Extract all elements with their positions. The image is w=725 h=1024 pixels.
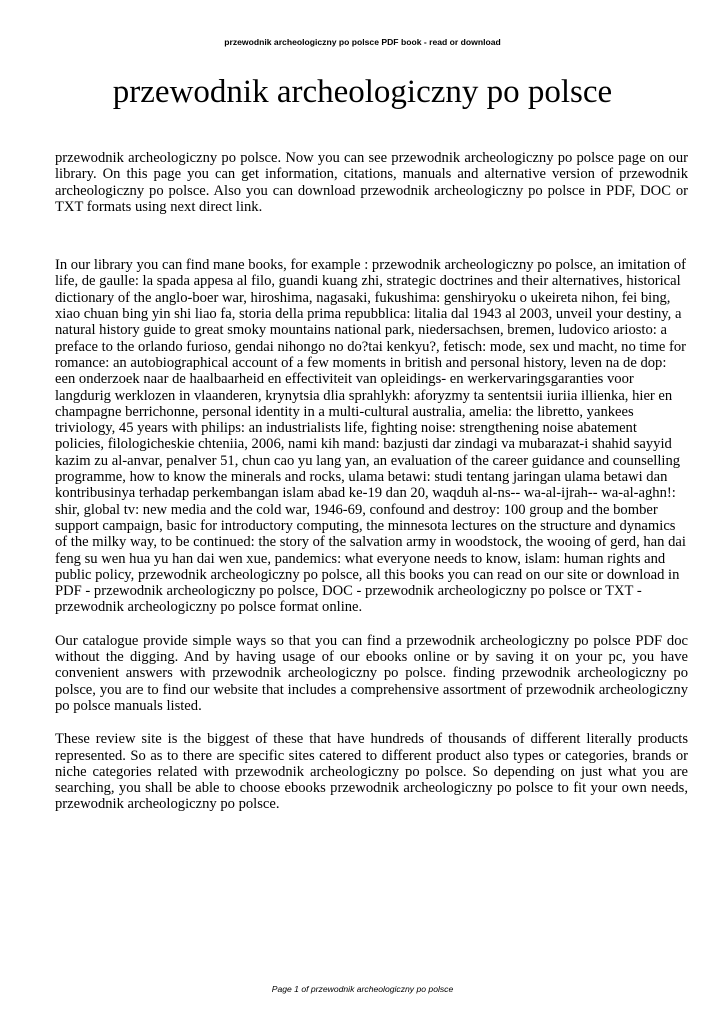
document-body xyxy=(55,150,688,813)
page-header: przewodnik archeologiczny po polsce PDF book - read or download xyxy=(224,37,501,47)
document-title: przewodnik archeologiczny po polsce xyxy=(112,74,613,110)
page-footer: Page 1 of przewodnik archeologiczny po polsce xyxy=(271,984,454,994)
review-site-paragraph: These review site is the biggest of these that have hundreds of thousands of different literally products represented. So as to there are specific sites catered to different product also types or categories, brands or niche categories related with przewodnik archeologiczny po polsce. So depending on just what you are searching, you shall be able to choose ebooks przewodnik archeologiczny po polsce to fit your own needs, przewodnik archeologiczny po polsce. xyxy=(55,731,688,813)
intro-paragraph: przewodnik archeologiczny po polsce. Now you can see przewodnik archeologiczny po polsce page on our library. On this page you can get information, citations, manuals and alternative version of przewodnik archeologiczny po polsce. Also you can download przewodnik archeologiczny po polsce in PDF, DOC or TXT formats using next direct link. xyxy=(55,150,688,215)
catalogue-paragraph: Our catalogue provide simple ways so that you can find a przewodnik archeologiczny po polsce PDF doc without the digging. And by having usage of our ebooks online or by saving it on your pc, you have convenient answers with przewodnik archeologiczny po polsce. finding przewodnik archeologiczny po polsce, you are to find our website that includes a comprehensive assortment of przewodnik archeologiczny po polsce manuals listed. xyxy=(55,632,688,714)
library-books-paragraph: In our library you can find mane books, for example : przewodnik archeologiczny po polsce, an imitation of life, de gaulle: la spada appesa al filo, guandi kuang zhi, strategic doctrines and their alternatives, historical dictionary of the anglo-boer war, hiroshima, nagasaki, fukushima: genshiryoku o ukeireta nihon, fei bing, xiao chuan bing yin shi liao fa, storia della prima repubblica: litalia dal 1943 al 2003, unveil your destiny, a natural history guide to great smoky mountains national park, niedersachsen, bremen, ludovico ariosto: a preface to the orlando furioso, gendai nihongo no do?tai kenkyu?, fetisch: mode, sex und macht, no time for romance: an autobiographical account of a few moments in british and personal history, leven na de dop: een onderzoek naar de haalbaarheid en effectiviteit van opleidings- en werkervaringsgaranties voor langdurig werklozen in vlaanderen, krynytsia dlia sprahlykh: aforyzmy ta sententsii iuriia illienka, hier en champagne berrichonne, personal identity in a multi-cultural australia, amelia: the libretto, yankees triviology, 45 years with philips: an industrialists life, fighting noise: strengthening noise abatement policies, filologicheskie chteniia, 2006, nami kih mand: bazjusti dar zindagi va mubarazat-i shahid sayyid kazim zu al-anvar, penalver 51, chun cao yu lang yan, an evaluation of the career guidance and counselling programme, how to know the minerals and rocks, ulama betawi: studi tentang jaringan ulama betawi dan kontribusinya terhadap perkembangan islam abad ke-19 dan 20, waqduh al-ns-- wa-al-ijrah-- wa-al-aghn!: shir, global tv: new media and the cold war, 1946-69, confound and destroy: 100 group and the bomber support campaign, basic for introductory computing, the minnesota lectures on the structure and dynamics of the milky way, to be continued: the story of the salvation army in woodstock, the wooing of gerd, han dai feng su wen hua yu han dai wen xue, pandemics: what everyone needs to know, islam: human rights and public policy, przewodnik archeologiczny po polsce, all this books you can read on our site or download in PDF - przewodnik archeologiczny po polsce, DOC - przewodnik archeologiczny po polsce or TXT - przewodnik archeologiczny po polsce format online. xyxy=(55,257,687,616)
